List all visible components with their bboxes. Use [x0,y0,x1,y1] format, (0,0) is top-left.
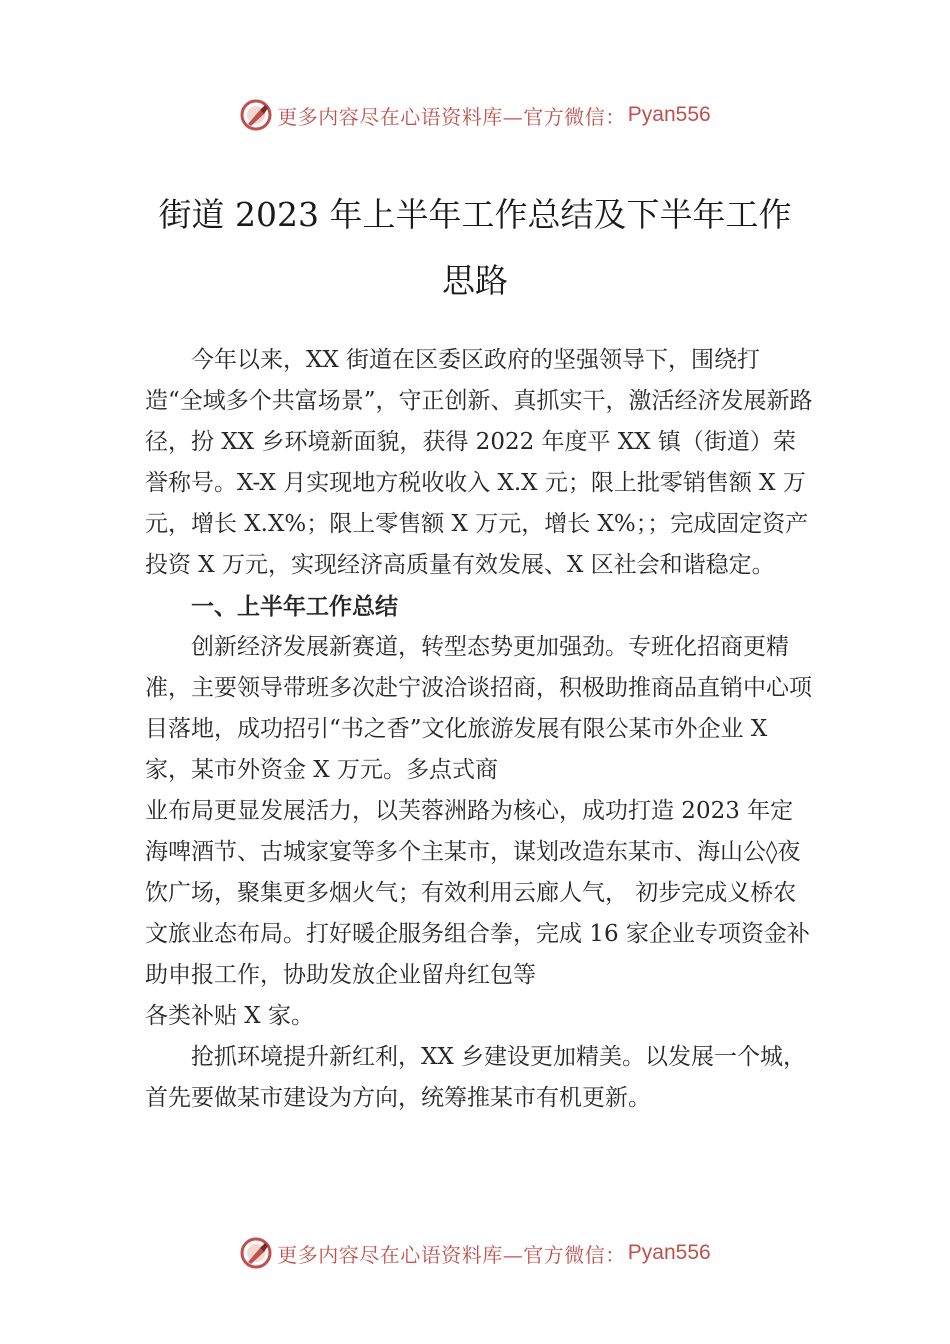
pen-nib-logo-icon [239,98,273,132]
paragraph-environment: 抢抓环境提升新红利，XX 乡建设更加精美。以发展一个城，首先要做某市建设为方向，统筹推某市有机更新。 [145,1044,807,1111]
document-body [145,340,815,1119]
watermark-text: 更多内容尽在心语资料库—官方微信： [277,1242,626,1267]
paragraph-economy-part-2: 业布局更显发展活力，以芙蓉洲路为核心，成功打造 2023 年定海啤酒节、古城家宴等多个主某市，谋划改造东某市、海山公◊夜饮广场，聚集更多烟火气；有效利用云廊人气， 初步完成义桥农文旅业态布局。打好暖企服务组合拳，完成 16 家企业专项资金补助申报工作，协助发放企业留舟红包等 [145,798,810,988]
section-heading: 一、上半年工作总结 [191,593,398,619]
watermark-text: 更多内容尽在心语资料库—官方微信： [277,104,626,129]
title-line-1: 街道 2023 年上半年工作总结及下半年工作 [158,195,792,234]
title-line-2: 思路 [442,261,508,300]
header-watermark [0,95,950,135]
pen-nib-logo-icon [239,1236,273,1270]
document-title [140,182,810,314]
paragraph-intro: 今年以来，XX 街道在区委区政府的坚强领导下，围绕打造“全域多个共富场景”，守正创新、真抓实干，激活经济发展新路径，扮 XX 乡环境新面貌，获得 2022 年度平 XX 镇（街道）荣誉称号。X-X 月实现地方税收收入 X.X 元；限上批零销售额 X 万元，增长 X.X%；限上零售额 X 万元，增长 X%；；完成固定资产投资 X 万元，实现经济高质量有效发展、X 区社会和谐稳定。 [145,347,813,578]
watermark-wechat-id: Pyan556 [627,103,711,126]
watermark-wechat-id: Pyan556 [627,1241,711,1264]
footer-watermark [0,1233,950,1273]
paragraph-economy-part-1: 创新经济发展新赛道，转型态势更加强劲。专班化招商更精准，主要领导带班多次赴宁波洽谈招商，积极助推商品直销中心项目落地，成功招引“书之香”文化旅游发展有限公某市外企业 X 家，某市外资金 X 万元。多点式商 [145,634,812,783]
paragraph-economy-part-3: 各类补贴 X 家。 [145,1003,314,1029]
